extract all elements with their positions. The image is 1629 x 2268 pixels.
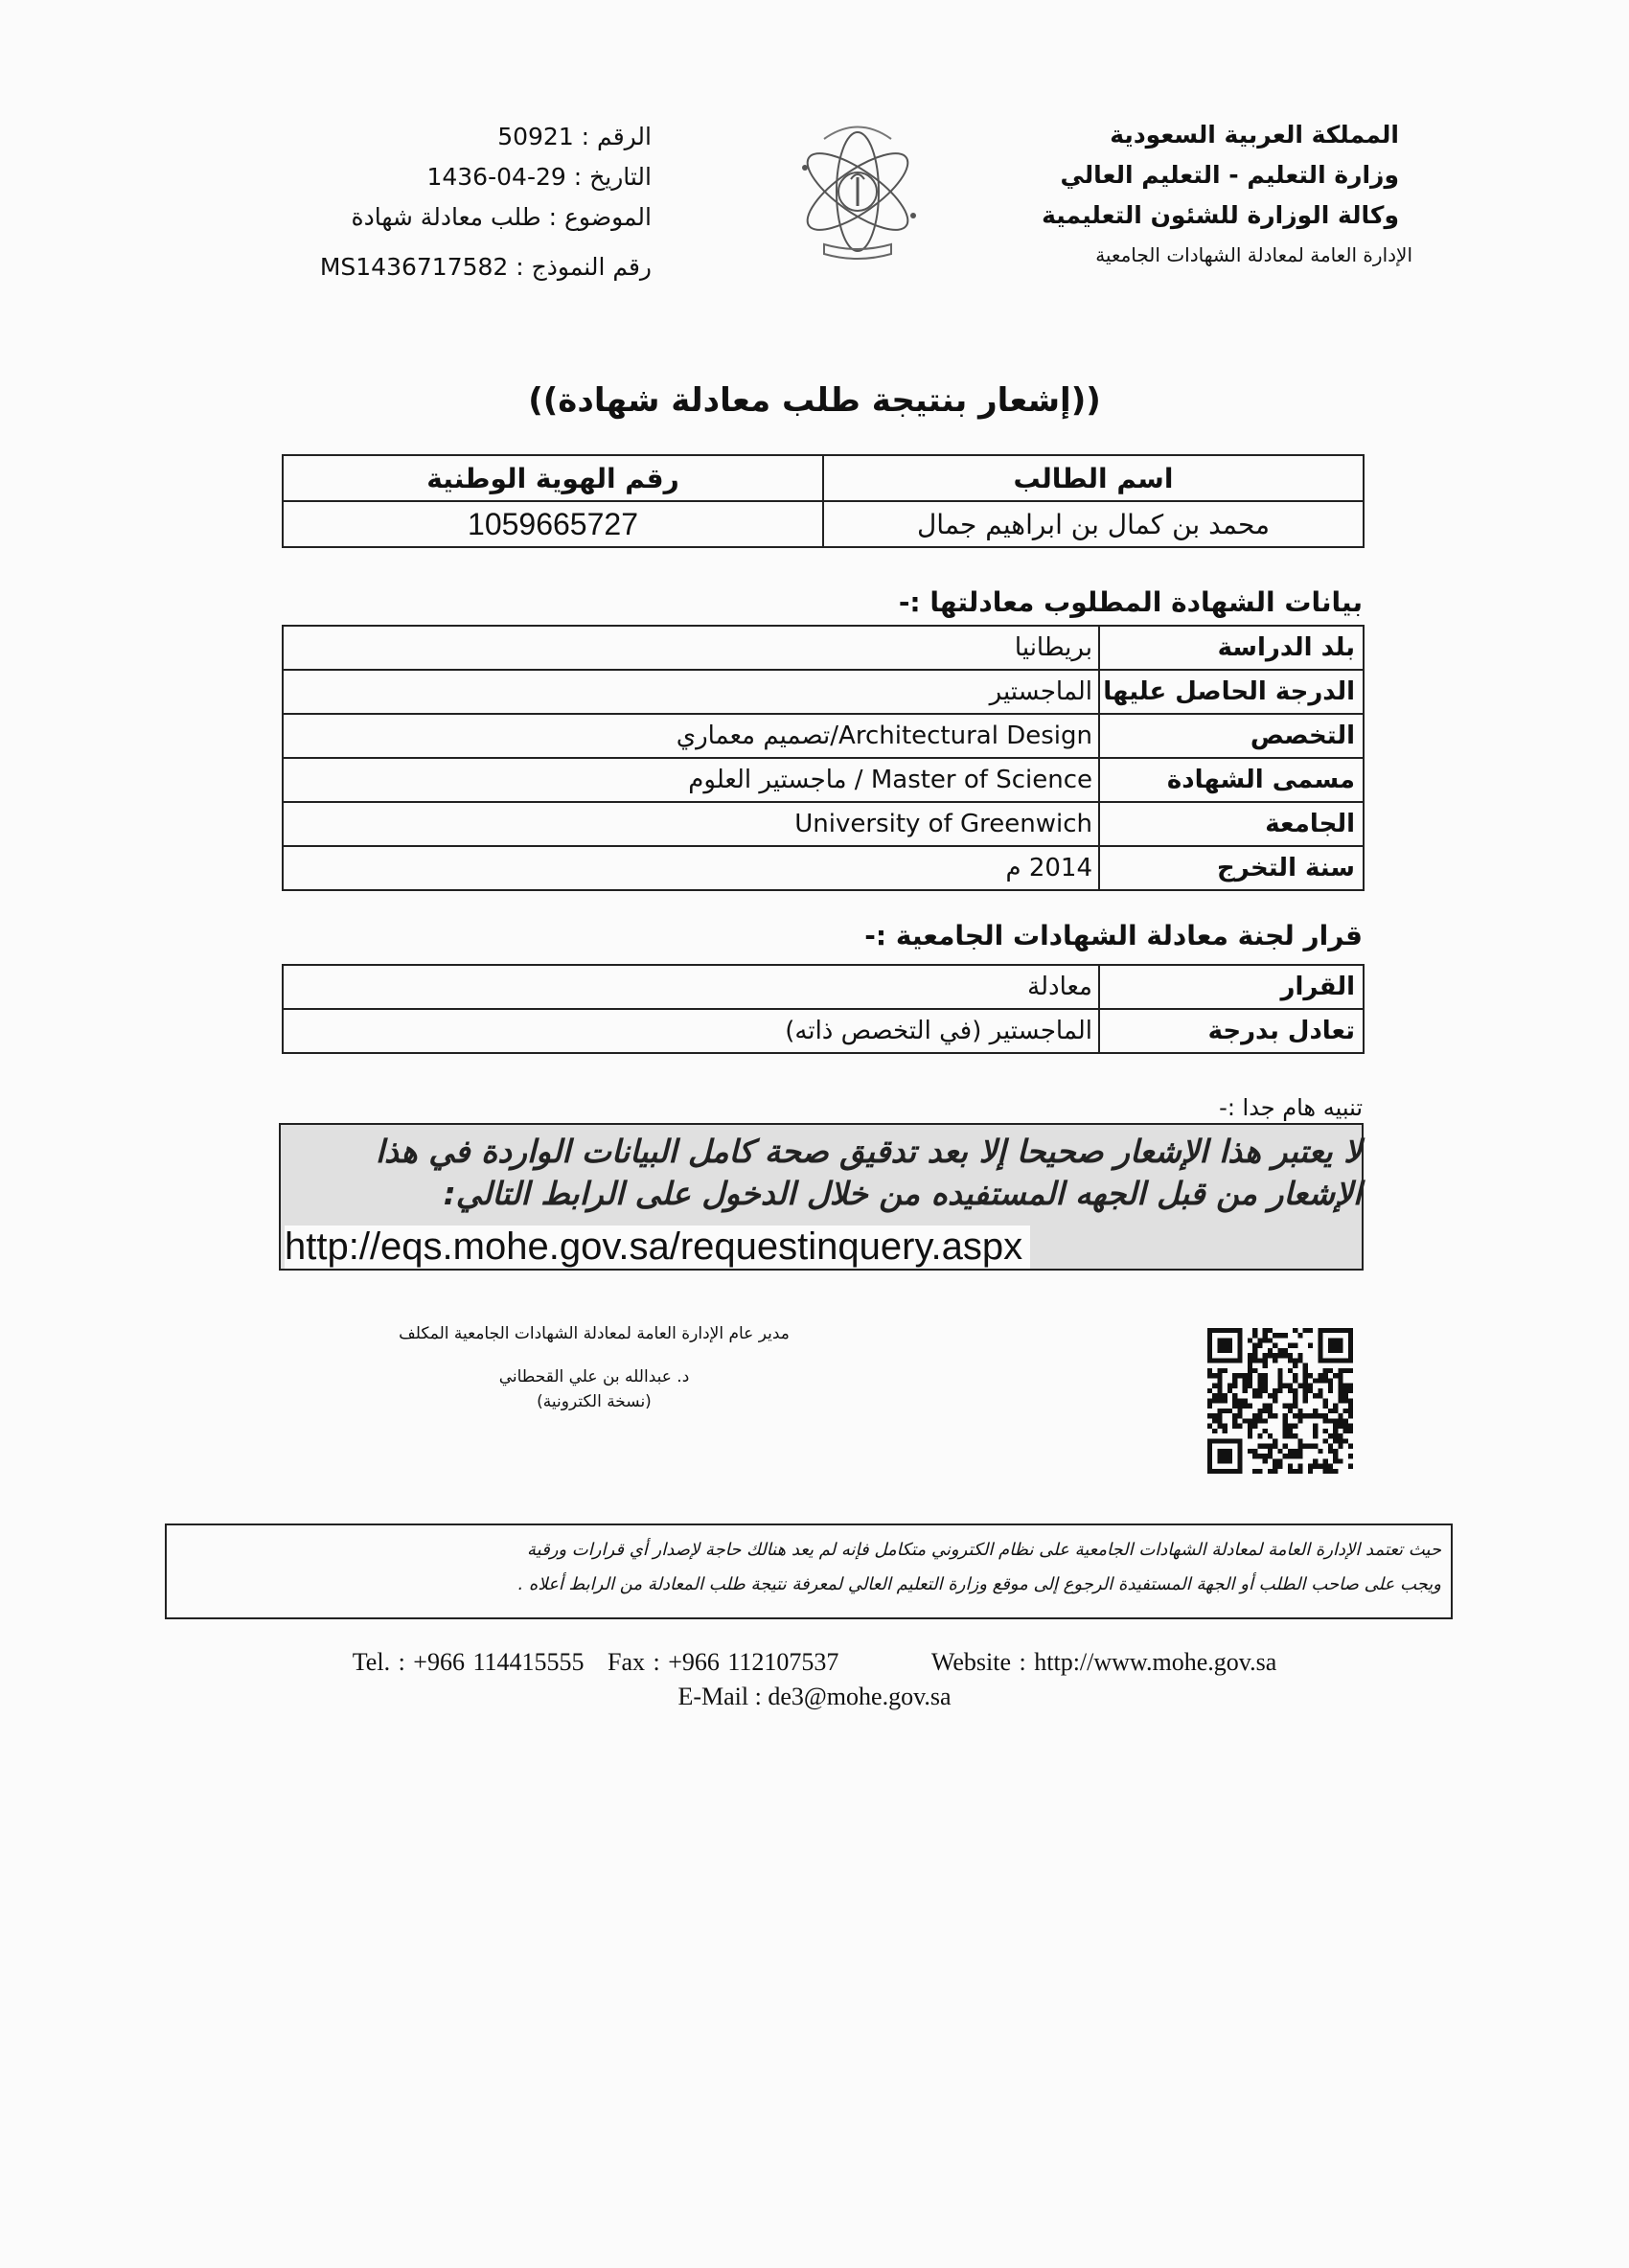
cert-label-degree: الدرجة الحاصل عليها (1099, 670, 1364, 714)
header-ministry-block (997, 115, 1412, 274)
footer-disclaimer-text (176, 1533, 1441, 1602)
certificate-section-title: بيانات الشهادة المطلوب معادلتها :- (898, 586, 1363, 618)
signatory-title: مدير عام الإدارة العامة لمعادلة الشهادات الجامعية المكلف (399, 1324, 790, 1343)
cert-value-title: Master of Science / ماجستير العلوم (283, 758, 1099, 802)
certificate-table (282, 625, 1365, 891)
footer-line-1: حيث تعتمد الإدارة العامة لمعادلة الشهادات الجامعية على نظام الكتروني متكامل فإنه لم يعد هنالك حاجة لإصدار أي قرارات ورقية (527, 1540, 1441, 1560)
signature-block (364, 1322, 824, 1414)
cert-label-title: مسمى الشهادة (1099, 758, 1364, 802)
notice-text: لا يعتبر هذا الإشعار صحيحا إلا بعد تدقيق صحة كامل البيانات الواردة في هذا الإشعار من قبل الجهه المستفيده من خلال الدخول على الرابط التالي: (375, 1133, 1362, 1212)
student-name-header: اسم الطالب (823, 455, 1364, 501)
cert-value-major: Architectural Design/تصميم معماري (283, 714, 1099, 758)
cert-label-country: بلد الدراسة (1099, 626, 1364, 670)
student-name-value: محمد بن كمال بن ابراهيم جمال (823, 501, 1364, 547)
table-row (283, 1009, 1364, 1053)
reference-number: الرقم : 50921 (497, 123, 652, 150)
contact-email[interactable]: E-Mail : de3@mohe.gov.sa (677, 1683, 952, 1710)
header-reference-block (287, 117, 652, 287)
table-row (283, 626, 1364, 670)
table-row (283, 714, 1364, 758)
header-line-kingdom: المملكة العربية السعودية (1110, 121, 1399, 149)
cert-value-year: 2014 م (283, 846, 1099, 890)
header-line-department: الإدارة العامة لمعادلة الشهادات الجامعية (1095, 243, 1412, 266)
contact-fax: Fax : +966 112107537 (608, 1648, 839, 1676)
student-id-header: رقم الهوية الوطنية (283, 455, 823, 501)
reference-date: التاريخ : 29-04-1436 (426, 163, 652, 191)
signatory-name: د. عبدالله بن علي القحطاني (498, 1367, 690, 1386)
table-row (283, 670, 1364, 714)
reference-subject: الموضوع : طلب معادلة شهادة (351, 203, 652, 231)
notice-box (279, 1123, 1364, 1271)
cert-value-university: University of Greenwich (283, 802, 1099, 846)
equivalent-degree-label: تعادل بدرجة (1099, 1009, 1364, 1053)
electronic-copy-note: (نسخة الكترونية) (537, 1392, 652, 1411)
notice-title: تنبيه هام جدا :- (1219, 1094, 1363, 1121)
student-table (282, 454, 1365, 548)
document-title: ((إشعار بنتيجة طلب معادلة شهادة)) (528, 381, 1101, 420)
cert-label-year: سنة التخرج (1099, 846, 1364, 890)
qr-code-icon (1207, 1328, 1353, 1474)
contact-line (0, 1648, 1629, 1677)
student-id-value: 1059665727 (283, 501, 823, 547)
cert-label-university: الجامعة (1099, 802, 1364, 846)
cert-value-country: بريطانيا (283, 626, 1099, 670)
header-line-deputyship: وكالة الوزارة للشئون التعليمية (1042, 201, 1399, 229)
equivalent-degree-value: الماجستير (في التخصص ذاته) (283, 1009, 1099, 1053)
table-row (283, 846, 1364, 890)
verification-link[interactable]: http://eqs.mohe.gov.sa/requestinquery.aspx (285, 1226, 1030, 1269)
decision-value: معادلة (283, 965, 1099, 1009)
decision-section-title: قرار لجنة معادلة الشهادات الجامعية :- (864, 920, 1363, 951)
decision-table (282, 964, 1365, 1054)
contact-website[interactable]: Website : http://www.mohe.gov.sa (930, 1648, 1277, 1676)
contact-tel: Tel. : +966 114415555 (352, 1648, 585, 1676)
cert-value-degree: الماجستير (283, 670, 1099, 714)
footer-disclaimer-box (165, 1523, 1453, 1619)
cert-label-major: التخصص (1099, 714, 1364, 758)
table-row (283, 965, 1364, 1009)
table-row (283, 802, 1364, 846)
reference-form-number: رقم النموذج : MS1436717582 (319, 253, 652, 281)
header-line-ministry: وزارة التعليم - التعليم العالي (1060, 161, 1399, 189)
footer-line-2: ويجب على صاحب الطلب أو الجهة المستفيدة الرجوع إلى موقع وزارة التعليم العالي لمعرفة نتيجة طلب المعادلة من الرابط أعلاه . (517, 1574, 1441, 1594)
ministry-logo-icon (786, 110, 929, 268)
decision-label: القرار (1099, 965, 1364, 1009)
table-row (283, 758, 1364, 802)
